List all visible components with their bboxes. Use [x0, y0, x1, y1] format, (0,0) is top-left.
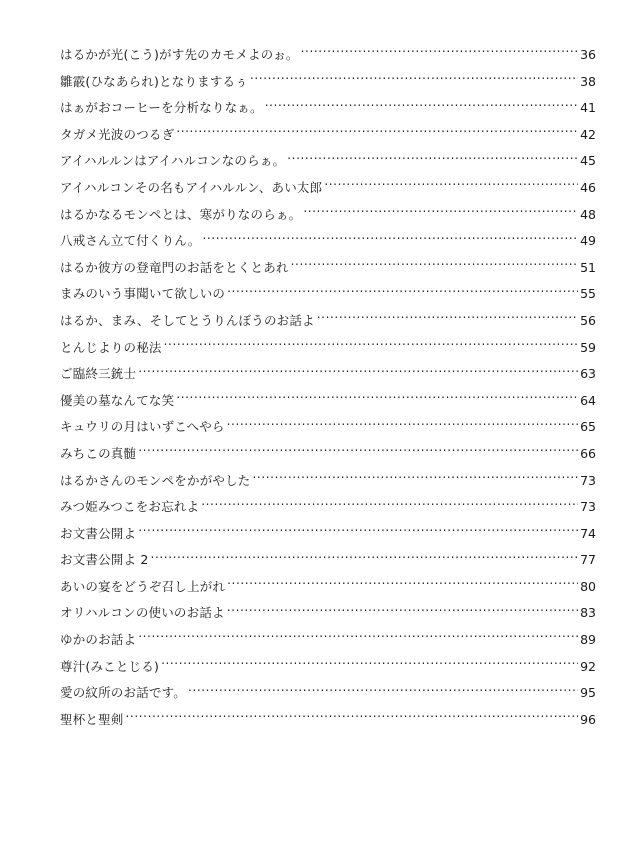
toc-entry-title: 優美の墓なんてな笑 — [60, 392, 175, 408]
dot-leader — [176, 127, 578, 139]
toc-entry-page-number: 46 — [580, 179, 596, 195]
dot-leader — [227, 286, 578, 298]
dot-leader — [287, 153, 578, 165]
dot-leader — [227, 605, 578, 617]
toc-entry-page-number: 63 — [580, 366, 596, 382]
dot-leader — [317, 313, 578, 325]
toc-entry[interactable] — [60, 148, 596, 175]
dot-leader — [188, 685, 578, 697]
toc-entry-title: 尊汁(みことじる) — [60, 658, 160, 674]
toc-entry-title: タガメ光波のつるぎ — [60, 126, 175, 142]
toc-entry-title: はるかさんのモンペをかがやした — [60, 472, 251, 488]
toc-entry[interactable] — [60, 547, 596, 574]
dot-leader — [265, 100, 578, 112]
toc-entry[interactable] — [60, 574, 596, 601]
toc-entry[interactable] — [60, 600, 596, 627]
toc-entry-page-number: 77 — [580, 552, 596, 568]
toc-entry-page-number: 73 — [580, 472, 596, 488]
toc-entry-page-number: 59 — [580, 339, 596, 355]
dot-leader — [291, 260, 578, 272]
toc-entry-title: ご臨終三銃士 — [60, 366, 137, 382]
toc-entry-page-number: 42 — [580, 126, 596, 142]
toc-entry-page-number: 55 — [580, 286, 596, 302]
toc-entry-page-number: 36 — [580, 47, 596, 62]
dot-leader — [151, 552, 579, 564]
toc-entry-title: アイハルルンはアイハルコンなのらぁ。 — [60, 153, 286, 169]
dot-leader — [202, 233, 578, 245]
toc-entry-title: お文書公開よ — [60, 525, 137, 541]
dot-leader — [138, 632, 578, 644]
toc-entry-page-number: 38 — [580, 73, 596, 89]
toc-entry-title: 聖杯と聖剣 — [60, 711, 124, 727]
toc-entry[interactable] — [60, 627, 596, 654]
toc-entry-page-number: 83 — [580, 605, 596, 621]
toc-entry-title: とんじよりの秘法 — [60, 339, 162, 355]
toc-entry-title: みつ姫みつこをお忘れよ — [60, 499, 200, 515]
toc-entry-title: 雛霰(ひなあられ)となりまするぅ — [60, 73, 248, 89]
toc-entry-page-number: 49 — [580, 233, 596, 249]
toc-entry-title: オリハルコンの使いのお話よ — [60, 605, 225, 621]
toc-entry[interactable] — [60, 42, 596, 69]
toc-entry[interactable] — [60, 255, 596, 282]
dot-leader — [227, 579, 578, 591]
toc-entry[interactable] — [60, 654, 596, 681]
table-of-contents — [60, 42, 596, 733]
toc-entry-page-number: 45 — [580, 153, 596, 169]
toc-entry-page-number: 73 — [580, 499, 596, 515]
toc-entry-title: アイハルコンその名もアイハルルン、あい太郎 — [60, 179, 323, 195]
toc-entry-page-number: 66 — [580, 445, 596, 461]
toc-entry-page-number: 65 — [580, 419, 596, 435]
toc-entry[interactable] — [60, 281, 596, 308]
dot-leader — [303, 207, 578, 219]
dot-leader — [138, 446, 578, 458]
toc-entry-title: お文書公開よ 2 — [60, 552, 149, 568]
toc-entry-page-number: 95 — [580, 685, 596, 701]
toc-entry-page-number: 56 — [580, 312, 596, 328]
toc-entry[interactable] — [60, 228, 596, 255]
toc-entry[interactable] — [60, 308, 596, 335]
toc-entry-title: はるかが光(こう)がす先のカモメよのぉ。 — [60, 47, 299, 62]
toc-entry[interactable] — [60, 680, 596, 707]
dot-leader — [126, 712, 579, 724]
toc-entry-title: キュウリの月はいずこへやら — [60, 419, 225, 435]
toc-entry[interactable] — [60, 441, 596, 468]
toc-entry[interactable] — [60, 707, 596, 734]
toc-entry-page-number: 80 — [580, 578, 596, 594]
dot-leader — [253, 473, 579, 485]
toc-entry-page-number: 96 — [580, 711, 596, 727]
toc-entry-title: はるか、まみ、そしてとうりんぼうのお話よ — [60, 312, 315, 328]
toc-entry-title: 愛の紋所のお話です。 — [60, 685, 187, 701]
toc-entry-page-number: 74 — [580, 525, 596, 541]
toc-entry-page-number: 51 — [580, 259, 596, 275]
toc-entry-page-number: 92 — [580, 658, 596, 674]
toc-entry[interactable] — [60, 388, 596, 415]
toc-entry-title: はぁがおコーヒーを分析なりなぁ。 — [60, 100, 263, 116]
toc-entry-title: あいの宴をどうぞ召し上がれ — [60, 578, 226, 594]
toc-entry[interactable] — [60, 494, 596, 521]
toc-entry[interactable] — [60, 69, 596, 96]
toc-entry[interactable] — [60, 95, 596, 122]
dot-leader — [301, 47, 578, 59]
toc-entry-page-number: 89 — [580, 632, 596, 648]
dot-leader — [176, 393, 578, 405]
toc-entry[interactable] — [60, 414, 596, 441]
dot-leader — [161, 659, 578, 671]
toc-entry-title: 八戒さん立て付くりん。 — [60, 233, 201, 249]
toc-entry[interactable] — [60, 361, 596, 388]
toc-entry[interactable] — [60, 202, 596, 229]
toc-entry[interactable] — [60, 335, 596, 362]
toc-entry[interactable] — [60, 175, 596, 202]
toc-entry[interactable] — [60, 521, 596, 548]
toc-entry-title: みちこの真髄 — [60, 445, 137, 461]
dot-leader — [201, 499, 578, 511]
toc-entry-title: まみのいう事聞いて欲しいの — [60, 286, 226, 302]
toc-entry-title: はるかなるモンペとは、寒がりなのらぁ。 — [60, 206, 302, 222]
dot-leader — [324, 180, 578, 192]
toc-entry-title: はるか彼方の登竜門のお話をとくとあれ — [60, 259, 289, 275]
dot-leader — [138, 366, 578, 378]
dot-leader — [227, 419, 578, 431]
toc-entry[interactable] — [60, 122, 596, 149]
toc-entry-page-number: 41 — [580, 100, 596, 116]
toc-entry-page-number: 64 — [580, 392, 596, 408]
toc-entry-title: ゆかのお話よ — [60, 632, 137, 648]
dot-leader — [164, 340, 578, 352]
toc-entry[interactable] — [60, 468, 596, 495]
dot-leader — [138, 526, 578, 538]
toc-entry-page-number: 48 — [580, 206, 596, 222]
dot-leader — [250, 74, 578, 86]
